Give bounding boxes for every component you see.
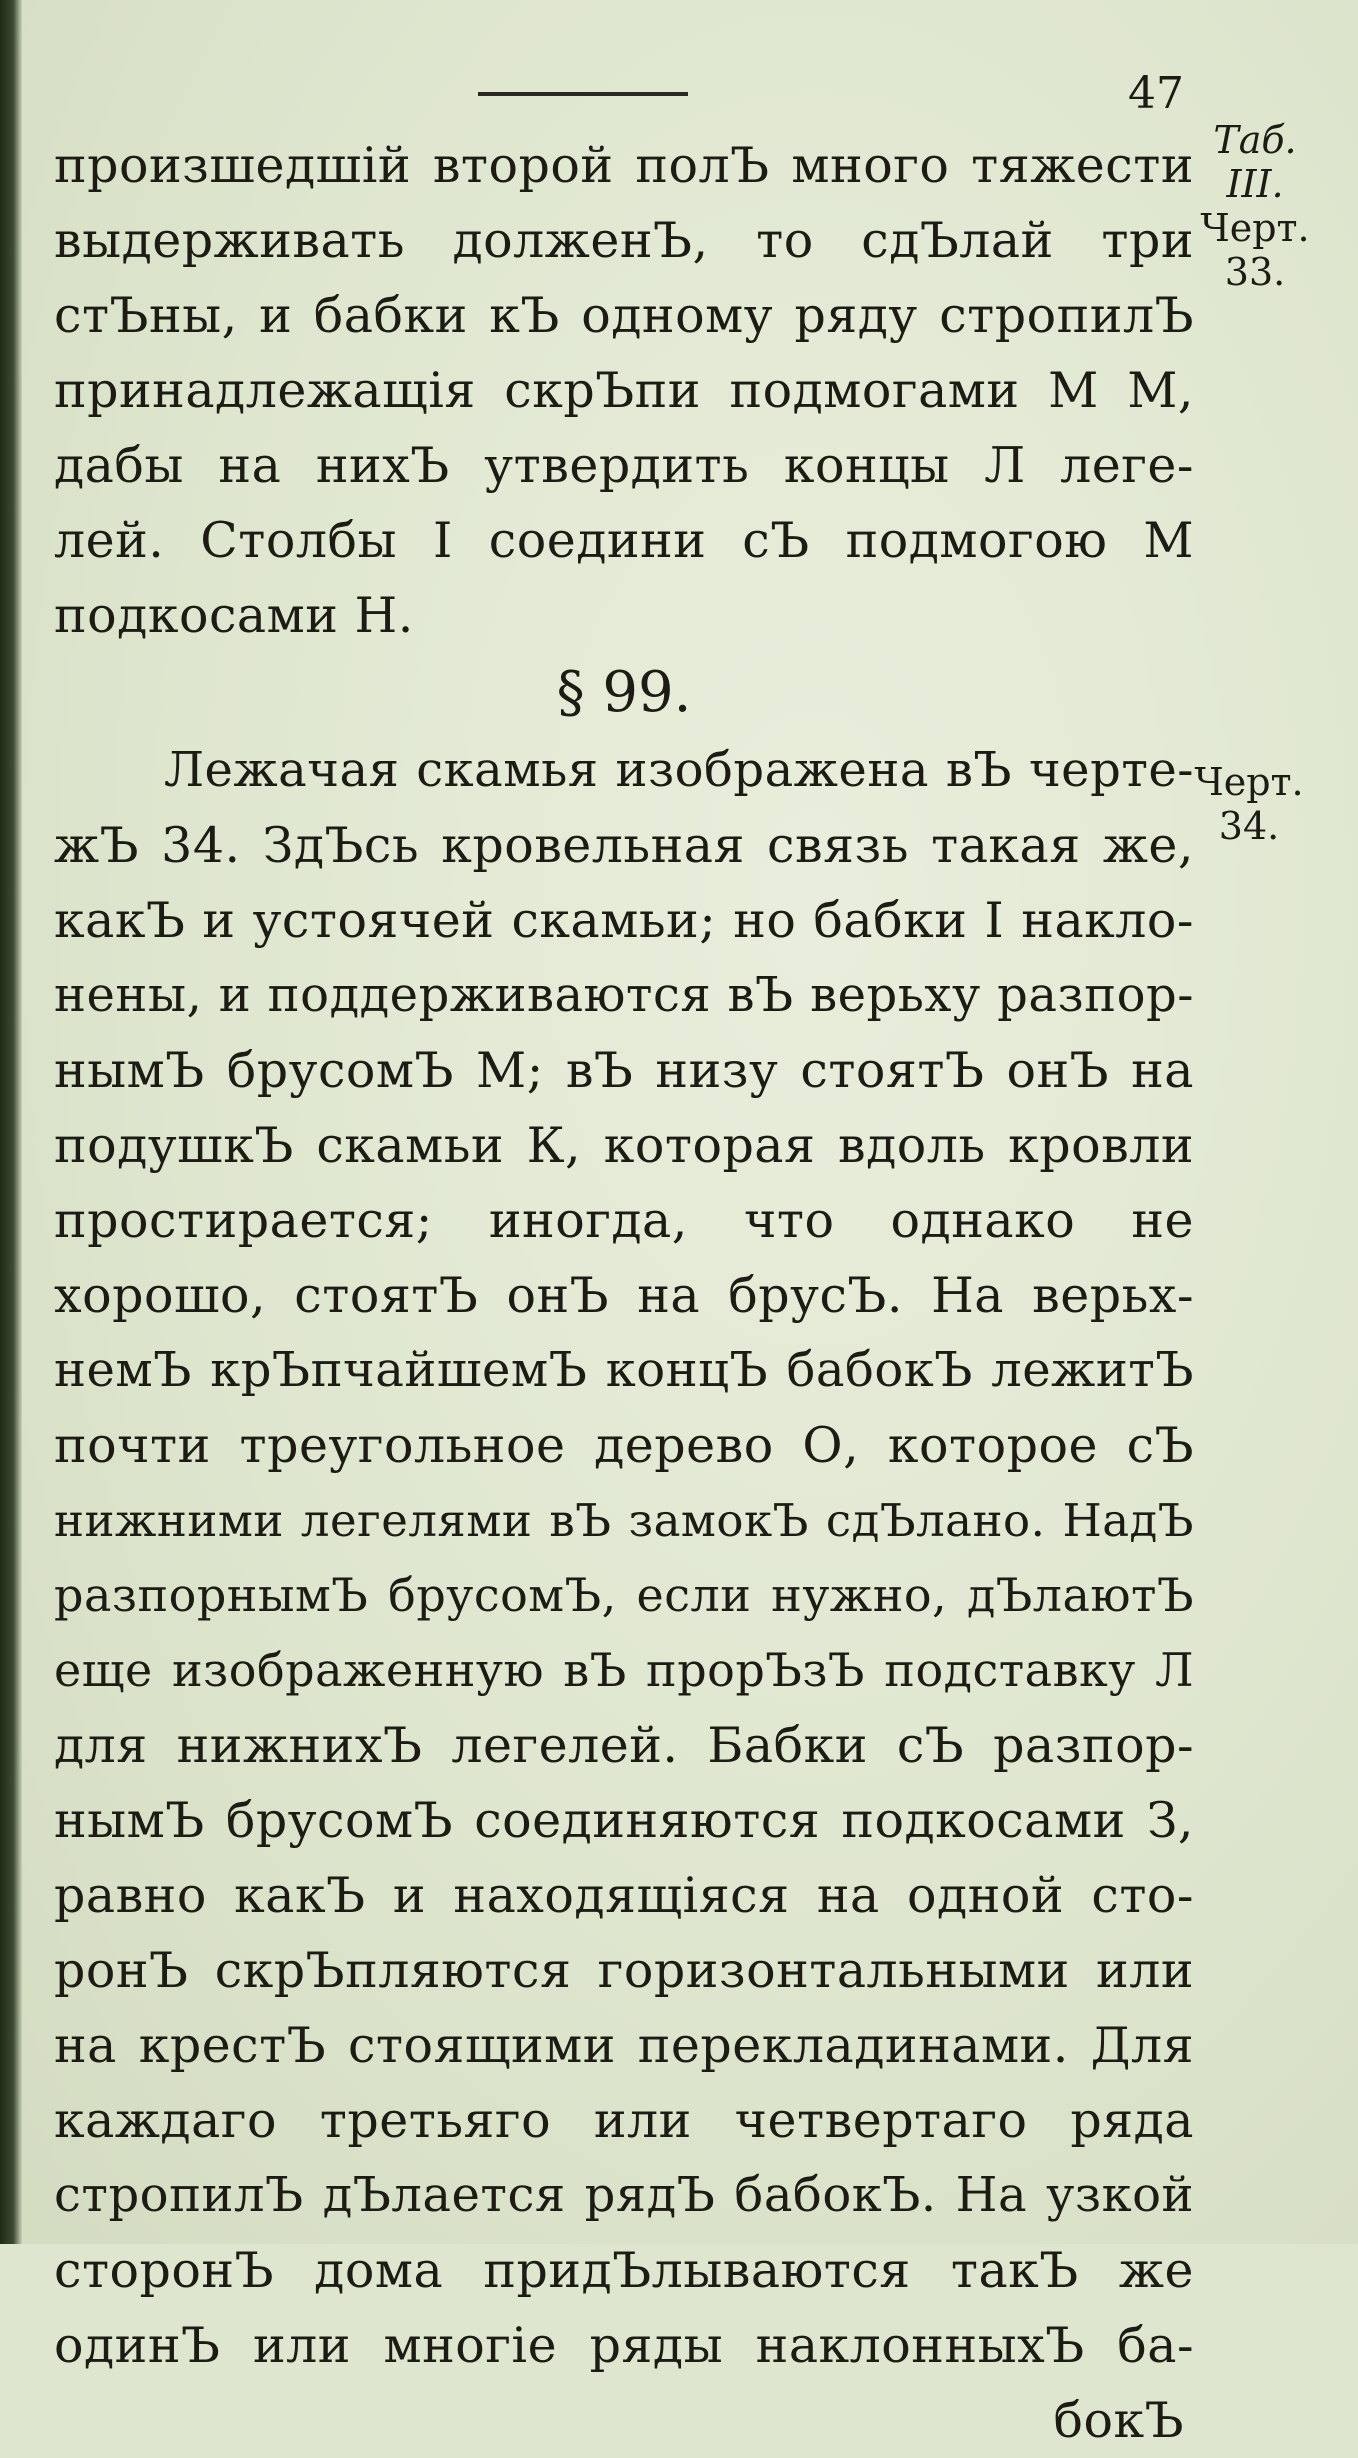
margin-note-line: III.: [1226, 162, 1284, 206]
text-line: ронЪ скрЪпляются горизонтальными или: [54, 1942, 1194, 1999]
text-line: хорошо, стоятЪ онЪ на брусЪ. На верьх-: [54, 1267, 1194, 1324]
text-line: лей. Столбы I соедини сЪ подмогою М: [54, 512, 1194, 569]
text-line: нены, и поддерживаются вЪ верьху разпор-: [54, 967, 1194, 1023]
text-line: выдерживать долженЪ, то сдЪлай три: [54, 212, 1194, 269]
text-line: какЪ и устоячей скамьи; но бабки I накло-: [54, 892, 1194, 949]
text-line: дабы на нихЪ утвердить концы Л леге-: [54, 437, 1194, 494]
text-line: стЪны, и бабки кЪ одному ряду стропилЪ: [54, 287, 1194, 344]
page-number: 47: [1128, 68, 1184, 119]
text-line: равно какЪ и находящіяся на одной сто-: [54, 1867, 1194, 1924]
text-line: разпорнымЪ брусомЪ, если нужно, дЪлаютЪ: [54, 1568, 1194, 1622]
margin-note-line: 34.: [1218, 804, 1280, 848]
margin-note-line: Черт.: [1194, 760, 1304, 804]
text-line: Лежачая скамья изображена вЪ черте-: [164, 742, 1194, 798]
book-spine: [0, 0, 22, 2244]
margin-note-figure-34: [1194, 760, 1304, 848]
text-line: сторонЪ дома придЪлываются такЪ же: [54, 2242, 1194, 2299]
text-line: нымЪ брусомЪ соединяются подкосами З,: [54, 1792, 1194, 1849]
header-rule: [478, 92, 688, 96]
text-line: произшедшій второй полЪ много тяжести: [54, 137, 1194, 194]
text-line: нижними легелями вЪ замокЪ сдЪлано. НадЪ: [54, 1494, 1194, 1547]
text-line: еще изображенную вЪ прорЪзЪ подставку Л: [54, 1643, 1194, 1697]
body-text: [54, 128, 1194, 2458]
margin-note-line: 33.: [1224, 250, 1286, 294]
text-line: принадлежащія скрЪпи подмогами М М,: [54, 362, 1194, 419]
text-line: жЪ 34. ЗдЪсь кровельная связь такая же,: [54, 817, 1194, 874]
text-line: для нижнихЪ легелей. Бабки сЪ разпор-: [54, 1717, 1194, 1774]
margin-note-line: Таб.: [1213, 118, 1297, 162]
catchword: бокЪ: [1053, 2392, 1184, 2449]
text-line: одинЪ или многіе ряды наклонныхЪ ба-: [54, 2317, 1194, 2374]
text-line: нымЪ брусомЪ М; вЪ низу стоятЪ онЪ на: [54, 1042, 1194, 1099]
text-line: почти треугольное дерево О, которое сЪ: [54, 1417, 1194, 1474]
margin-note-line: Черт.: [1200, 206, 1310, 250]
section-heading: § 99.: [556, 660, 692, 725]
margin-note-plate-33: [1200, 118, 1310, 294]
text-line: стропилЪ дЪлается рядЪ бабокЪ. На узкой: [54, 2167, 1194, 2223]
text-line: подушкЪ скамьи К, которая вдоль кровли: [54, 1117, 1194, 1174]
text-line: каждаго третьяго или четвертаго ряда: [54, 2092, 1194, 2149]
text-line: подкосами Н.: [54, 587, 414, 644]
text-line: немЪ крЪпчайшемЪ концЪ бабокЪ лежитЪ: [54, 1342, 1194, 1398]
text-line: простирается; иногда, что однако не: [54, 1192, 1194, 1249]
text-line: на крестЪ стоящими перекладинами. Для: [54, 2017, 1194, 2074]
